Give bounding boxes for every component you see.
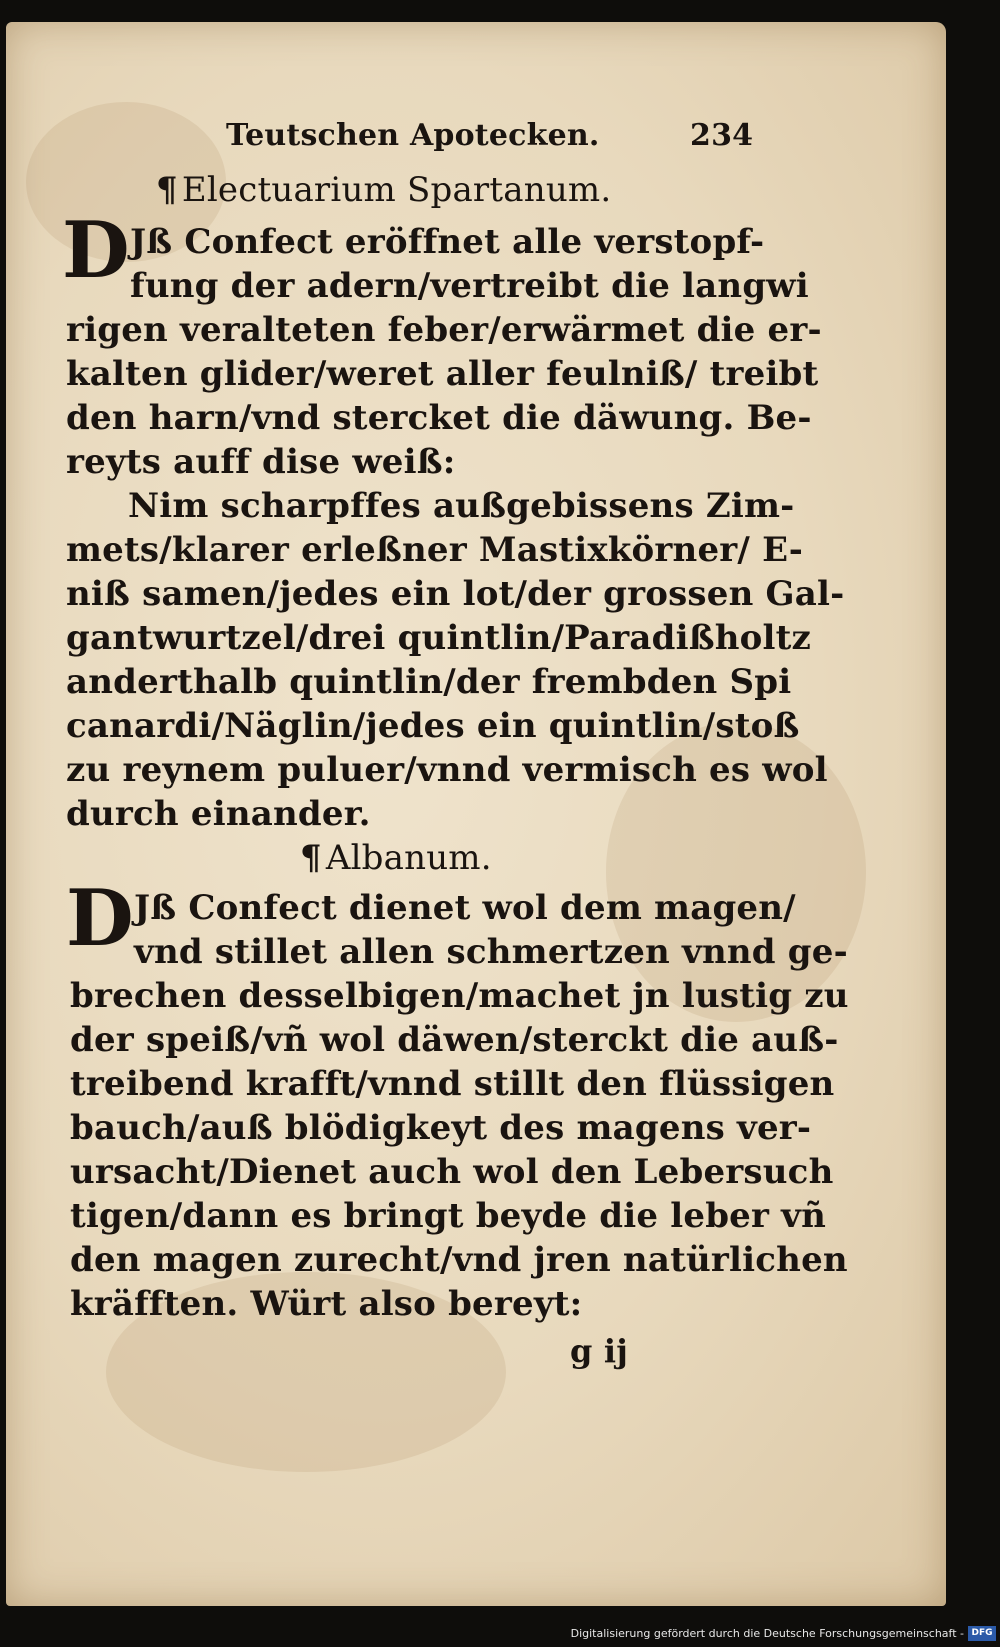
text-line: zu reynem puluer/vnnd vermisch es wol [66, 750, 828, 790]
text-line: treibend krafft/vnnd stillt den flüssigen [70, 1064, 835, 1104]
text-line: bauch/auß blödigkeyt des magens ver- [70, 1108, 812, 1148]
section-heading-spartanum [156, 170, 611, 210]
page-number: 234 [690, 118, 754, 153]
text-line: reyts auff dise weiß: [66, 442, 456, 482]
text-line: den magen zurecht/vnd jren natürlichen [70, 1240, 848, 1280]
text-line: Jß Confect eröffnet alle verstopf- [130, 222, 765, 262]
dfg-logo: DFG [968, 1626, 996, 1641]
footer-bar [0, 1622, 1000, 1647]
footer-credit: Digitalisierung gefördert durch die Deutsche Forschungsgemeinschaft - [570, 1627, 964, 1640]
text-line: niß samen/jedes ein lot/der grossen Gal- [66, 574, 845, 614]
section-heading-albanum [300, 838, 492, 878]
text-line: rigen veralteten feber/erwärmet die er- [66, 310, 822, 350]
text-line: vnd stillet allen schmertzen vnnd ge- [134, 932, 848, 972]
text-line: tigen/dann es bringt beyde die leber vñ [70, 1196, 827, 1236]
pilcrow-icon: ¶ [156, 170, 178, 210]
text-line: der speiß/vñ wol däwen/sterckt die auß- [70, 1020, 839, 1060]
text-line: kalten glider/weret aller feulniß/ treibt [66, 354, 819, 394]
text-line: anderthalb quintlin/der frembden Spi [66, 662, 792, 702]
section-heading-text: Electuarium Spartanum. [181, 170, 612, 210]
drop-initial: D [66, 873, 134, 964]
text-line: mets/klarer erleßner Mastixkörner/ E- [66, 530, 804, 570]
text-line: ursacht/Dienet auch wol den Lebersuch [70, 1152, 834, 1192]
text-line: den harn/vnd stercket die däwung. Be- [66, 398, 812, 438]
signature-mark: g ij [570, 1332, 629, 1370]
text-line: gantwurtzel/drei quintlin/Paradißholtz [66, 618, 812, 658]
text-line: Jß Confect dienet wol dem magen/ [134, 888, 796, 928]
text-line: Nim scharpffes außgebissens Zim- [128, 486, 795, 526]
text-line: canardi/Näglin/jedes ein quintlin/stoß [66, 706, 800, 746]
text-line: brechen desselbigen/machet jn lustig zu [70, 976, 849, 1016]
text-line: durch einander. [66, 794, 371, 834]
drop-initial: D [62, 205, 130, 296]
running-header-title: Teutschen Apotecken. [226, 118, 600, 153]
pilcrow-icon: ¶ [300, 838, 322, 878]
text-line: kräfften. Würt also bereyt: [70, 1284, 583, 1324]
section-heading-text: Albanum. [325, 838, 492, 878]
text-line: fung der adern/vertreibt die langwi [130, 266, 809, 306]
